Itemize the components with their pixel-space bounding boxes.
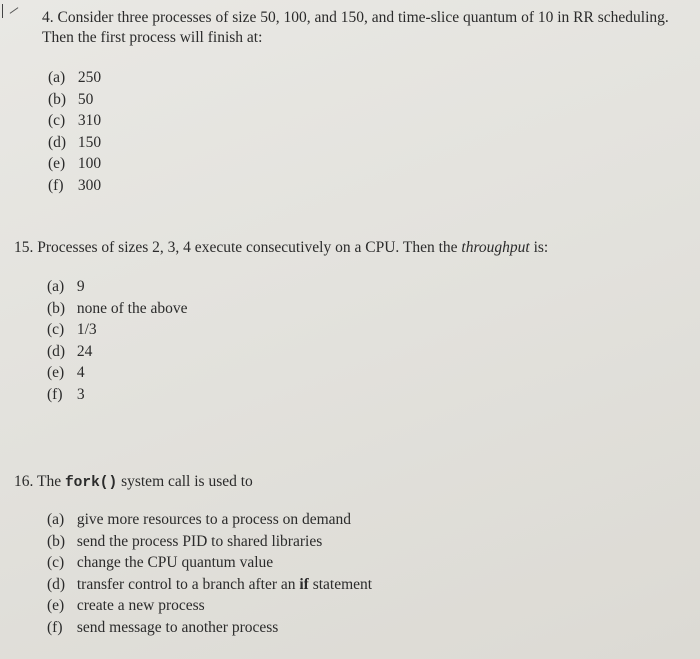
option-f: (f) 300 <box>48 176 102 194</box>
option-d: (d) 150 <box>48 133 102 151</box>
question-number: 15. <box>14 239 34 256</box>
if-keyword: if <box>299 575 309 593</box>
option-a: (a) give more resources to a process on demand <box>47 511 352 528</box>
pen-mark <box>2 4 23 18</box>
option-e: (e) create a new process <box>47 597 205 614</box>
option-f: (f) 3 <box>47 385 85 403</box>
option-a: (a) 9 <box>47 278 85 295</box>
option-list <box>47 509 674 638</box>
question-16 <box>14 472 674 638</box>
option-b: (b) 50 <box>48 90 94 108</box>
option-e: (e) 100 <box>48 155 102 172</box>
option-d: (d) transfer control to a branch after an if statement <box>47 575 373 593</box>
question-14 <box>42 8 672 196</box>
option-f: (f) send message to another process <box>47 618 279 636</box>
option-e: (e) 4 <box>47 364 85 381</box>
option-c: (c) 310 <box>48 112 102 129</box>
option-c: (c) 1/3 <box>47 321 97 338</box>
throughput-term: throughput <box>461 239 530 256</box>
option-list <box>47 276 674 405</box>
option-b: (b) send the process PID to shared libraries <box>47 532 323 550</box>
fork-code: fork() <box>64 475 118 491</box>
question-text <box>42 8 672 48</box>
option-a: (a) 250 <box>48 69 102 86</box>
question-text: 15. Processes of sizes 2, 3, 4 execute consecutively on a CPU. Then the throughput is: <box>14 239 549 256</box>
question-text: 16. The fork() system call is used to <box>14 473 253 491</box>
question-15 <box>14 238 674 405</box>
question-body: Consider three processes of size 50, 100, and 150, and time-slice quantum of 10 in RR scheduling. Then the first process will finish at: <box>42 9 669 46</box>
question-number: 16. <box>14 473 34 490</box>
question-number: 4. <box>42 9 54 26</box>
option-list <box>48 67 672 196</box>
option-d: (d) 24 <box>47 342 93 360</box>
option-b: (b) none of the above <box>47 299 188 317</box>
option-c: (c) change the CPU quantum value <box>47 554 274 571</box>
